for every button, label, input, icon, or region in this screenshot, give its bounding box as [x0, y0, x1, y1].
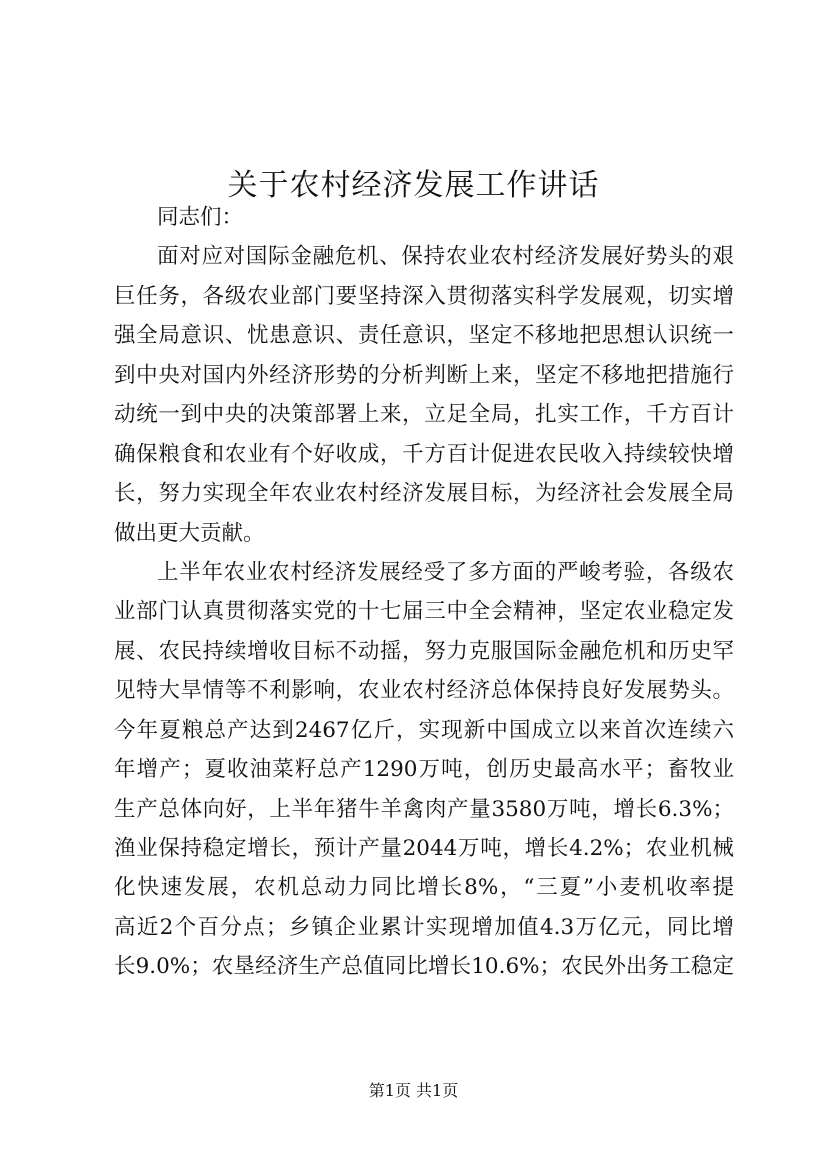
- paragraph-line: 巨任务，各级农业部门要坚持深入贯彻落实科学发展观，切实增: [114, 283, 734, 309]
- paragraph-line: 确保粮食和农业有个好收成，千方百计促进农民收入持续较快增: [114, 441, 734, 467]
- paragraph-line: 面对应对国际金融危机、保持农业农村经济发展好势头的艰: [157, 244, 734, 270]
- paragraph-1: [114, 237, 734, 553]
- paragraph-line: 强全局意识、忧患意识、责任意识，坚定不移地把思想认识统一: [114, 323, 734, 349]
- page-footer: 第1页 共1页: [368, 1081, 459, 1100]
- paragraph-line: 动统一到中央的决策部署上来，立足全局，扎实工作，千方百计: [114, 402, 734, 428]
- paragraph-line: 高近2个百分点；乡镇企业累计实现增加值4.3万亿元，同比增: [114, 914, 734, 940]
- paragraph-2: [114, 553, 734, 987]
- paragraph-line: 生产总体向好，上半年猪牛羊禽肉产量3580万吨，增长6.3%；: [114, 796, 734, 822]
- document-title: 关于农村经济发展工作讲话: [227, 168, 600, 204]
- paragraph-line: 长9.0%；农垦经济生产总值同比增长10.6%；农民外出务工稳定: [114, 954, 734, 980]
- paragraph-line: 见特大旱情等不利影响，农业农村经济总体保持良好发展势头。: [114, 678, 734, 704]
- document-body: [114, 198, 734, 987]
- paragraph-line: 业部门认真贯彻落实党的十七届三中全会精神，坚定农业稳定发: [114, 599, 734, 625]
- paragraph-line: 今年夏粮总产达到2467亿斤，实现新中国成立以来首次连续六: [114, 717, 734, 743]
- paragraph-line: 化快速发展，农机总动力同比增长8%，“三夏”小麦机收率提: [114, 875, 734, 901]
- greeting: 同志们：: [157, 205, 244, 230]
- paragraph-line: 年增产；夏收油菜籽总产1290万吨，创历史最高水平；畜牧业: [114, 757, 734, 783]
- paragraph-line: 到中央对国内外经济形势的分析判断上来，坚定不移地把措施行: [114, 362, 734, 388]
- paragraph-line: 做出更大贡献。: [114, 520, 265, 546]
- paragraph-line: 上半年农业农村经济发展经受了多方面的严峻考验，各级农: [157, 559, 734, 585]
- paragraph-line: 展、农民持续增收目标不动摇，努力克服国际金融危机和历史罕: [114, 638, 734, 664]
- paragraph-line: 长，努力实现全年农业农村经济发展目标，为经济社会发展全局: [114, 481, 734, 507]
- paragraph-line: 渔业保持稳定增长，预计产量2044万吨，增长4.2%；农业机械: [114, 836, 734, 861]
